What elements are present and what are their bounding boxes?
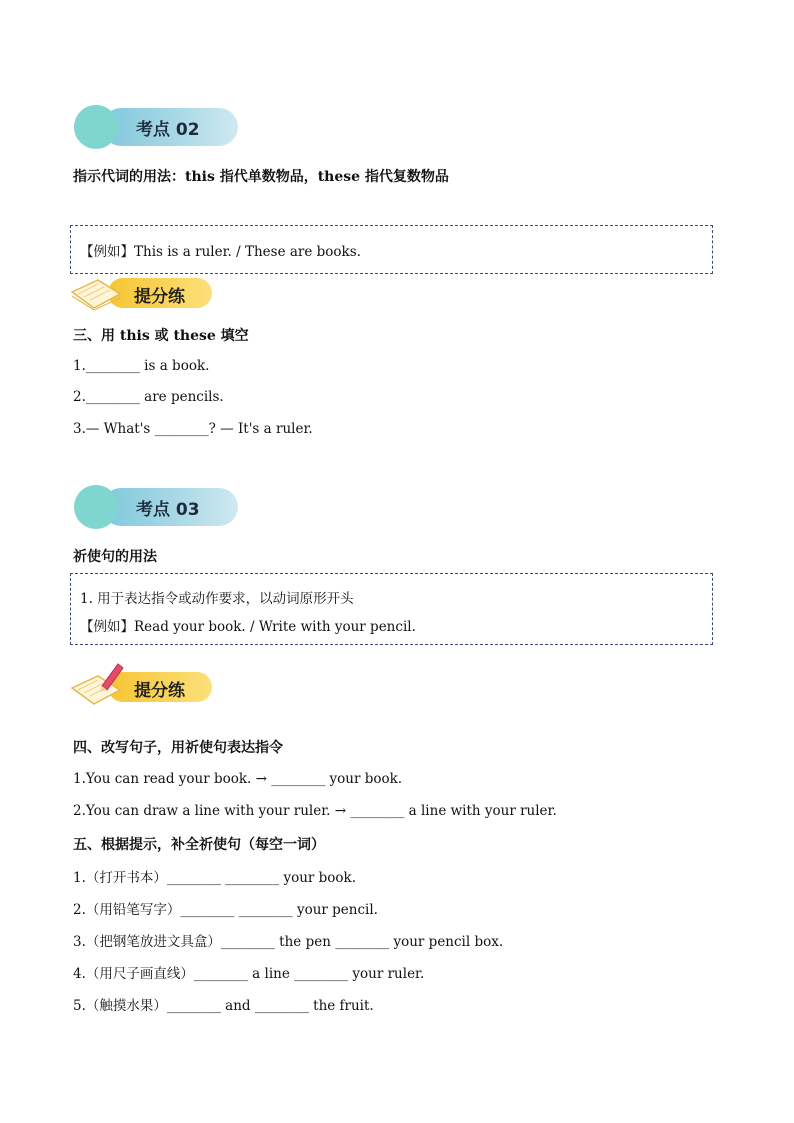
exercise-title: 四、改写句子，用祈使句表达指令 bbox=[73, 740, 283, 756]
exercise-item: 3.— What's ________? — It's a ruler. bbox=[73, 421, 313, 437]
example-line: 【例如】Read your book. / Write with your pencil. bbox=[80, 619, 416, 635]
badge-label: 考点 03 bbox=[136, 500, 200, 520]
section-badge-02 bbox=[74, 105, 238, 149]
exercise-item: 1.（打开书本）________ ________ your book. bbox=[73, 870, 357, 886]
notebook-pencil-icon bbox=[68, 660, 128, 706]
rule-line: 1. 用于表达指令或动作要求，以动词原形开头 bbox=[80, 591, 354, 607]
badge-label: 考点 02 bbox=[136, 120, 200, 140]
exercise-item: 3.（把钢笔放进文具盒）________ the pen ________ your pencil box. bbox=[73, 934, 504, 950]
exercise-title: 五、根据提示，补全祈使句（每空一词） bbox=[73, 837, 325, 853]
exercise-item: 1.You can read your book. → ________ your book. bbox=[73, 771, 403, 787]
exercise-title: 三、用 this 或 these 填空 bbox=[73, 328, 249, 344]
exercise-item: 2.________ are pencils. bbox=[73, 389, 224, 405]
exercise-item: 4.（用尺子画直线）________ a line ________ your ruler. bbox=[73, 966, 425, 982]
section-heading: 指示代词的用法：this 指代单数物品，these 指代复数物品 bbox=[73, 169, 449, 185]
exercise-item: 5.（触摸水果）________ and ________ the fruit. bbox=[73, 998, 374, 1014]
exercise-item: 2.（用铅笔写字）________ ________ your pencil. bbox=[73, 902, 378, 918]
notebook-icon bbox=[68, 270, 128, 310]
practice-label bbox=[68, 660, 212, 706]
exercise-item: 2.You can draw a line with your ruler. → ________ a line with your ruler. bbox=[73, 803, 557, 819]
section-badge-03 bbox=[74, 485, 238, 529]
example-box bbox=[70, 225, 713, 274]
practice-label-text: 提分练 bbox=[134, 287, 185, 307]
badge-circle-icon bbox=[74, 105, 118, 149]
badge-circle-icon bbox=[74, 485, 118, 529]
example-box bbox=[70, 573, 713, 645]
exercise-item: 1.________ is a book. bbox=[73, 358, 210, 374]
section-heading: 祈使句的用法 bbox=[73, 549, 157, 565]
example-line: 【例如】This is a ruler. / These are books. bbox=[80, 244, 361, 260]
practice-label bbox=[68, 270, 212, 310]
practice-label-text: 提分练 bbox=[134, 681, 185, 701]
